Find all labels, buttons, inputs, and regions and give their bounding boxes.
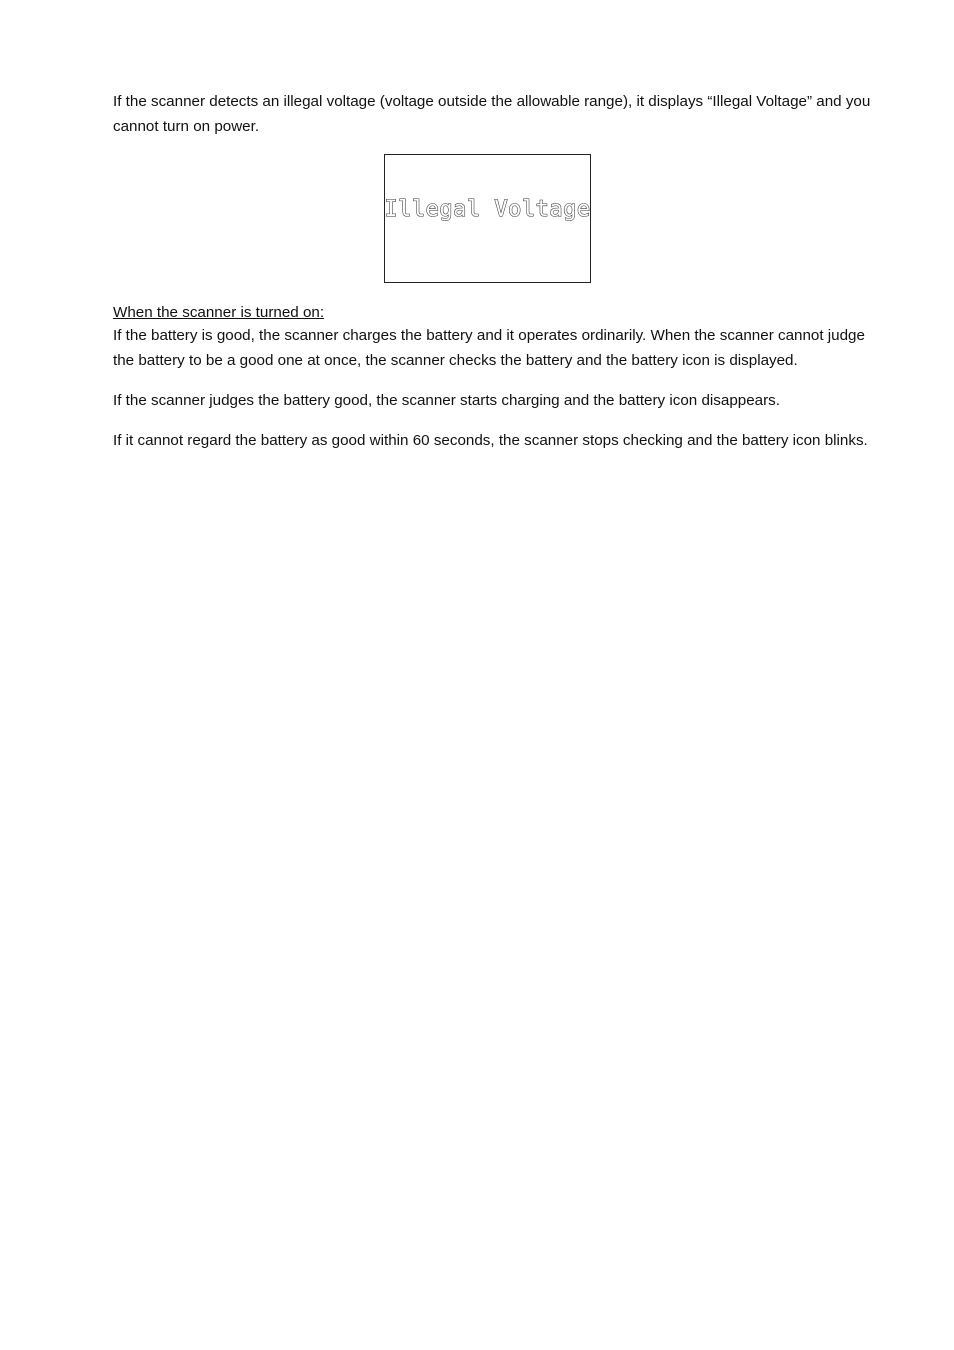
lcd-display-text: Illegal Voltage — [384, 197, 591, 222]
document-page — [113, 89, 873, 453]
intro-paragraph: If the scanner detects an illegal voltage (voltage outside the allowable range), it displays “Illegal Voltage” and you cannot turn on power. — [113, 93, 871, 135]
paragraph-battery-good: If the battery is good, the scanner charges the battery and it operates ordinarily. When the scanner cannot judge the battery to be a good one at once, the scanner checks the battery and the battery icon is displayed. — [113, 327, 865, 369]
paragraph-battery-judged-good: If the scanner judges the battery good, the scanner starts charging and the battery icon disappears. — [113, 392, 780, 409]
paragraph-battery-timeout: If it cannot regard the battery as good within 60 seconds, the scanner stops checking and the battery icon blinks. — [113, 432, 868, 449]
section-heading: When the scanner is turned on: — [113, 304, 325, 321]
lcd-display-box — [384, 154, 591, 283]
lcd-figure — [113, 154, 873, 283]
